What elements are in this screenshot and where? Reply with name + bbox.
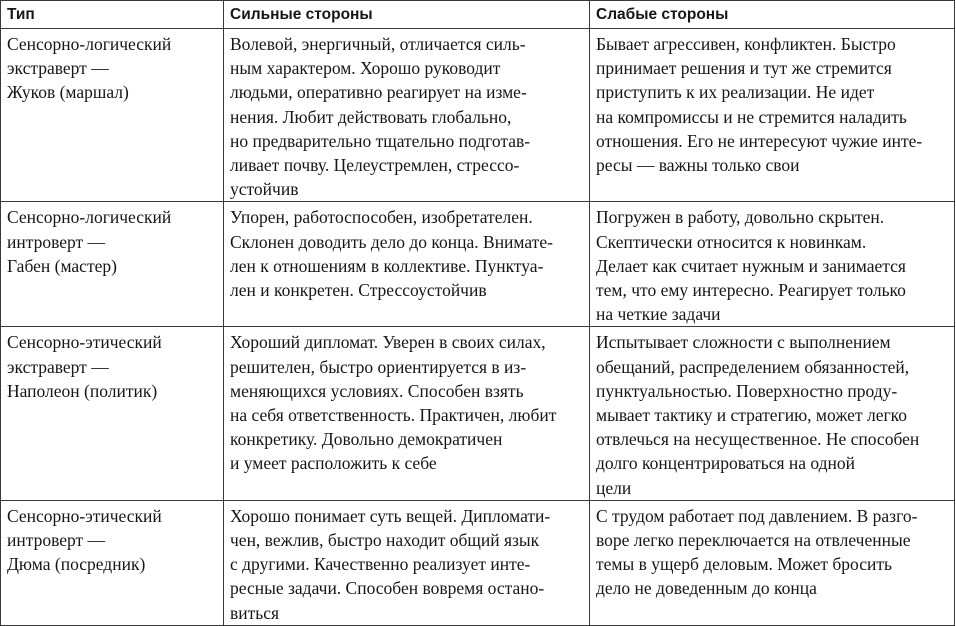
weaknesses-cell — [590, 327, 955, 500]
text-line: людьми, оперативно реагирует на изме- — [230, 82, 527, 103]
text-line: на себя ответственность. Практичен, любит — [230, 405, 557, 426]
text-line: устойчив — [230, 179, 299, 200]
text-line: воре легко переключается на отвлеченные — [596, 530, 911, 551]
type-line: интроверт — — [7, 231, 106, 252]
text-line: на четкие задачи — [596, 304, 721, 325]
strengths-cell — [224, 29, 590, 202]
header-weaknesses: Слабые стороны — [590, 1, 955, 29]
header-row — [1, 1, 955, 29]
text-line: виться — [230, 602, 280, 623]
text-line: цели — [596, 477, 632, 498]
text-line: Испытывает сложности с выполнением — [596, 332, 891, 353]
text-line: Хороший дипломат. Уверен в своих силах, — [230, 332, 546, 353]
text-line: Скептически относится к новинкам. — [596, 231, 867, 252]
text-line: Погружен в работу, довольно скрытен. — [596, 207, 885, 228]
text-line: Хорошо понимает суть вещей. Дипломати- — [230, 505, 551, 526]
text-line: решителен, быстро ориентируется в из- — [230, 356, 527, 377]
type-line: Наполеон (политик) — [7, 380, 158, 401]
table-row — [1, 327, 955, 500]
text-line: отношения. Его не интересуют чужие инте- — [596, 130, 923, 151]
text-line: Склонен доводить дело до конца. Внимате- — [230, 231, 553, 252]
weaknesses-cell — [590, 29, 955, 202]
type-line: интроверт — — [7, 530, 106, 551]
type-cell — [1, 202, 224, 327]
table-row — [1, 202, 955, 327]
table-row — [1, 500, 955, 625]
text-line: нения. Любит действовать глобально, — [230, 106, 512, 127]
text-line: и умеет расположить к себе — [230, 453, 437, 474]
text-line: Делает как считает нужным и занимается — [596, 255, 906, 276]
text-line: чен, вежлив, быстро находит общий язык — [230, 530, 540, 551]
type-line: Габен (мастер) — [7, 255, 117, 276]
text-line: С трудом работает под давлением. В разго- — [596, 505, 918, 526]
text-line: принимает решения и тут же стремится — [596, 58, 892, 79]
text-line: ным характером. Хорошо руководит — [230, 58, 501, 79]
type-line: Дюма (посредник) — [7, 554, 146, 575]
text-line: Волевой, энергичный, отличается силь- — [230, 34, 526, 54]
text-line: приступить к их реализации. Не идет — [596, 82, 875, 103]
text-line: ливает почву. Целеустремлен, стрессо- — [230, 155, 520, 176]
text-line: тем, что ему интересно. Реагирует только — [596, 280, 906, 301]
type-cell — [1, 29, 224, 202]
text-line: пунктуальностью. Поверхностно проду- — [596, 380, 898, 401]
type-line: Сенсорно-этический — [7, 505, 162, 526]
text-line: на компромиссы и не стремится наладить — [596, 106, 907, 127]
text-line: долго концентрироваться на одной — [596, 453, 856, 474]
text-line: меняющихся условиях. Способен взять — [230, 380, 524, 401]
type-line: Сенсорно-логический — [7, 207, 172, 228]
type-line: Жуков (маршал) — [7, 82, 129, 103]
header-type: Тип — [1, 1, 224, 29]
text-line: мывает тактику и стратегию, может легко — [596, 405, 908, 426]
header-strengths: Сильные стороны — [224, 1, 590, 29]
text-line: темы в ущерб деловым. Может бросить — [596, 554, 892, 575]
type-cell — [1, 500, 224, 625]
text-line: Упорен, работоспособен, изобретателен. — [230, 207, 533, 228]
text-line: ресы — важны только свои — [596, 155, 800, 176]
type-line: Сенсорно-этический — [7, 332, 162, 353]
weaknesses-cell — [590, 500, 955, 625]
text-line: но предварительно тщательно подготав- — [230, 130, 531, 151]
strengths-cell — [224, 327, 590, 500]
type-cell — [1, 327, 224, 500]
text-line: лен к отношениям в коллективе. Пунктуа- — [230, 255, 544, 276]
strengths-cell — [224, 202, 590, 327]
table-row — [1, 29, 955, 202]
type-line: экстраверт — — [7, 58, 109, 79]
strengths-cell — [224, 500, 590, 625]
text-line: с другими. Качественно реализует инте- — [230, 554, 531, 575]
weaknesses-cell — [590, 202, 955, 327]
text-line: ресные задачи. Способен вовремя остано- — [230, 578, 545, 599]
text-line: лен и конкретен. Стрессоустойчив — [230, 280, 487, 301]
text-line: конкретику. Довольно демократичен — [230, 429, 503, 450]
text-line: Бывает агрессивен, конфликтен. Быстро — [596, 34, 896, 54]
text-line: обещаний, распределением обязанностей, — [596, 356, 910, 377]
type-line: экстраверт — — [7, 356, 109, 377]
text-line: дело не доведенным до конца — [596, 578, 817, 599]
text-line: отвлечься на несущественное. Не способен — [596, 429, 920, 450]
type-line: Сенсорно-логический — [7, 34, 172, 54]
